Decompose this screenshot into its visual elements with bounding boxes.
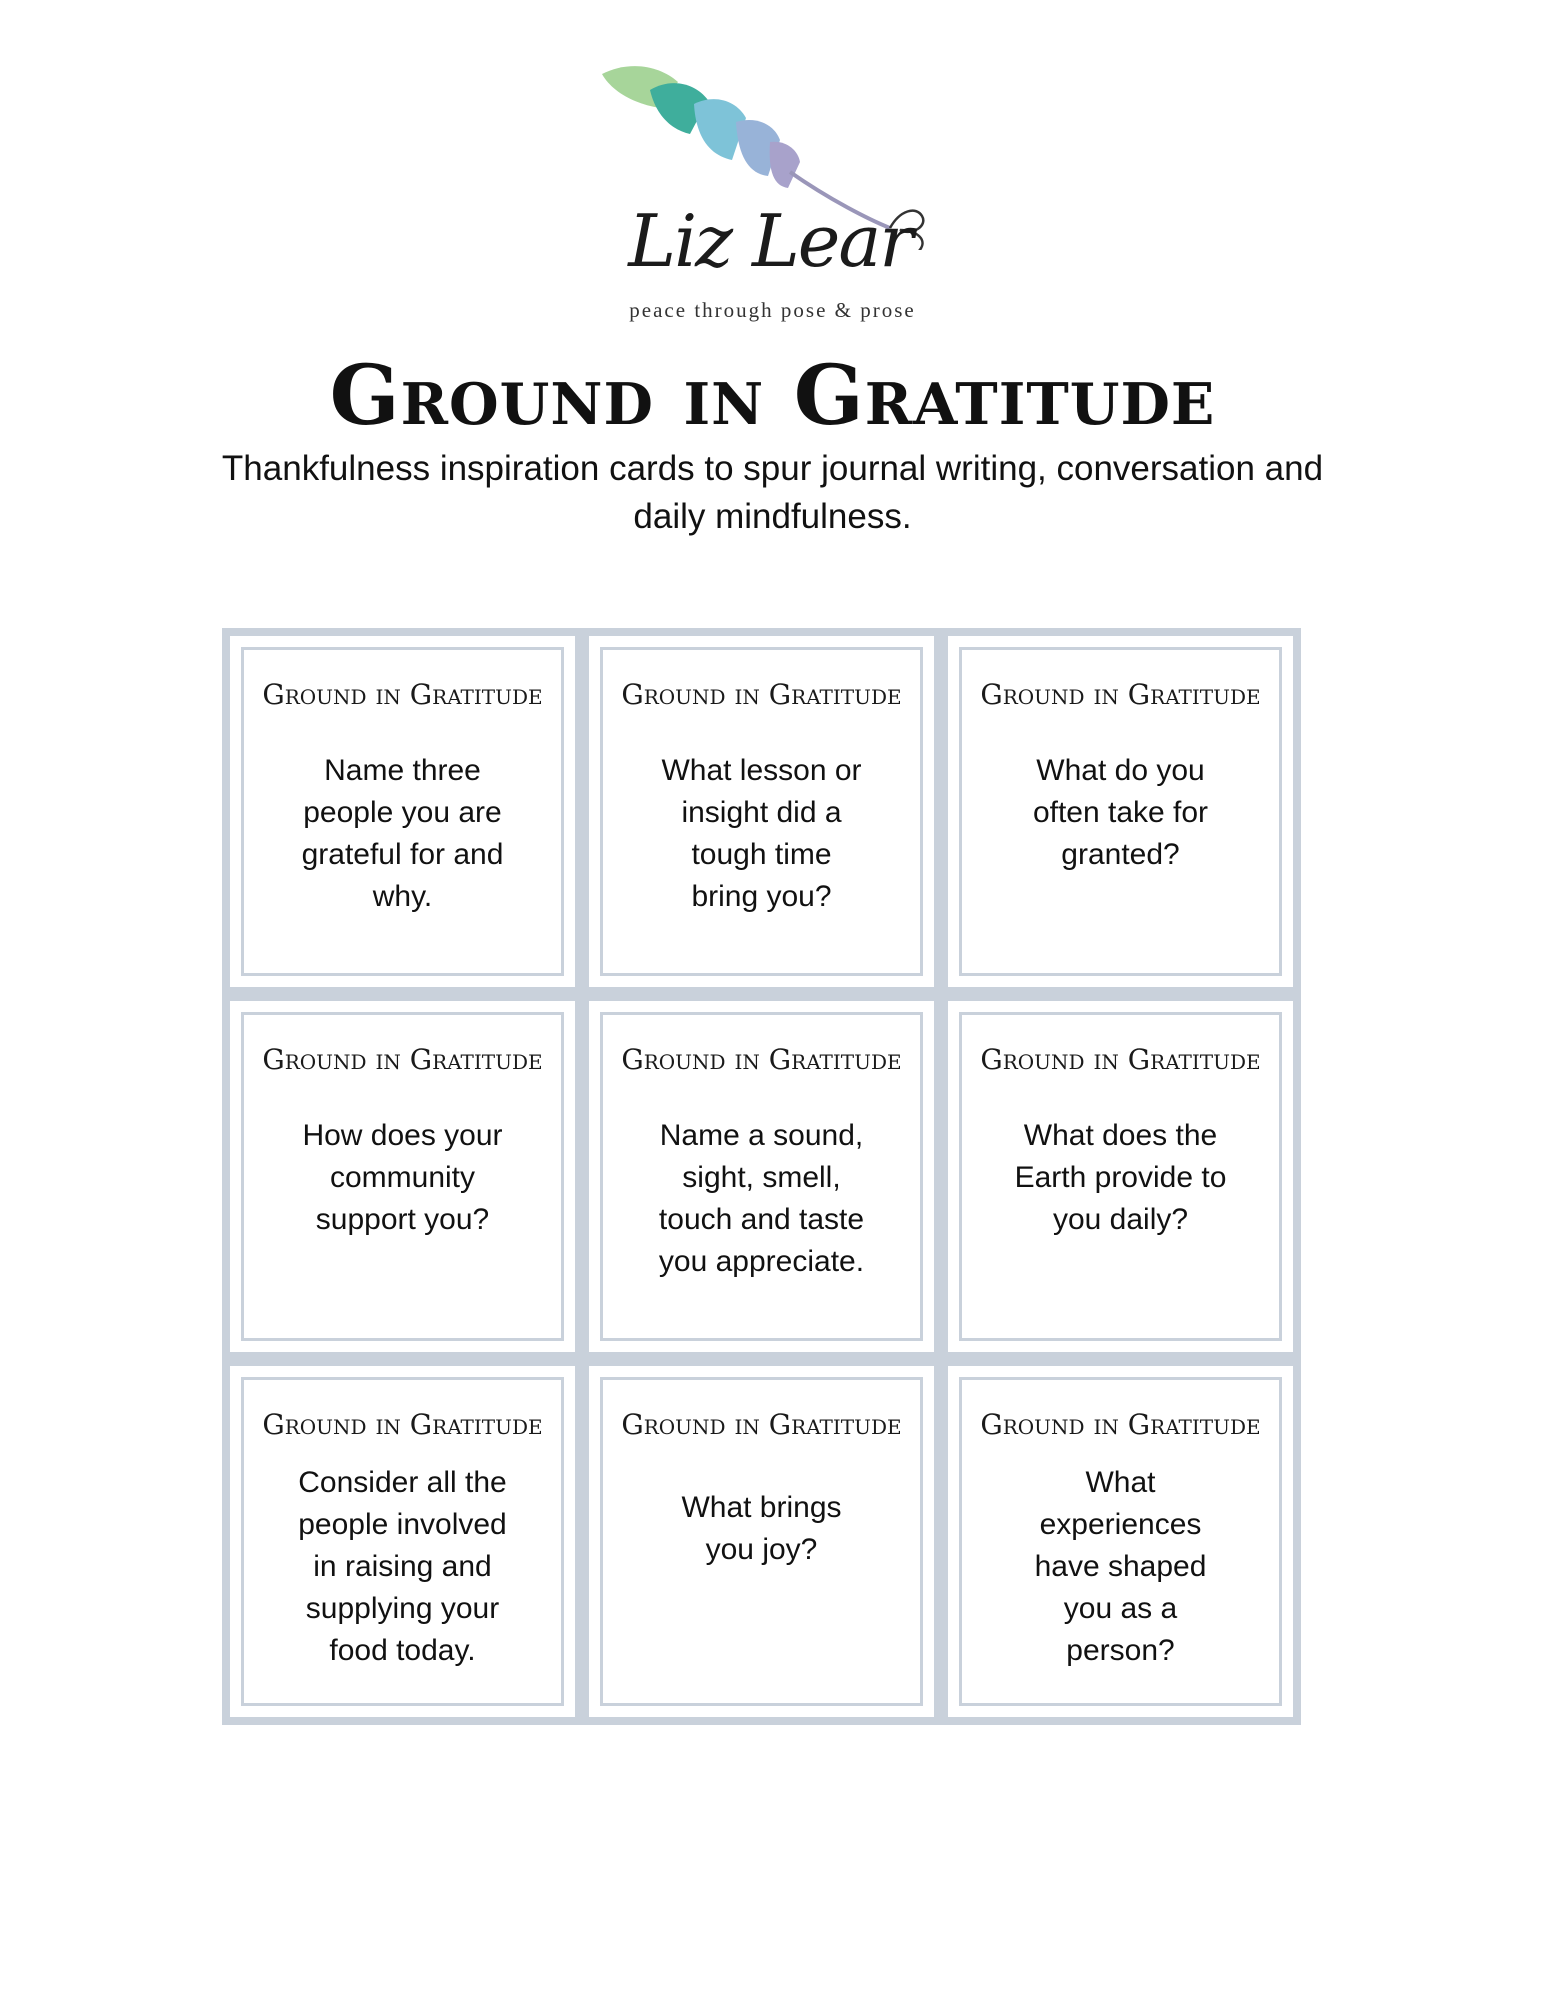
gratitude-card [230,1366,575,1717]
card-frame [600,647,923,976]
card-prompt: What lesson or insight did a tough time bring you? [661,753,862,913]
card-frame [241,1377,564,1706]
card-title: Ground in Gratitude [262,1043,543,1076]
card-title: Ground in Gratitude [621,1043,902,1076]
card-title: Ground in Gratitude [980,1043,1261,1076]
gratitude-card [230,1001,575,1352]
gratitude-card [589,636,934,987]
card-prompt: What brings you joy? [681,1490,842,1566]
page-subtitle: Thankfulness inspiration cards to spur journal writing, conversation and daily mindfulness. [221,449,1324,536]
card-title: Ground in Gratitude [980,678,1261,711]
page-title: Ground in Gratitude [329,348,1216,444]
logo-wordmark: Liz Lear [628,199,912,283]
logo-tagline: peace through pose & prose [629,298,916,322]
card-grid [222,628,1301,1725]
card-frame [959,647,1282,976]
card-prompt: Name a sound, sight, smell, touch and taste you appreciate. [658,1118,865,1278]
card-prompt: Consider all the people involved in raising and supplying your food today. [298,1465,507,1667]
card-prompt: Name three people you are grateful for and why. [301,753,504,913]
gratitude-card [230,636,575,987]
card-prompt: How does your community support you? [302,1118,503,1236]
gratitude-card [948,1001,1293,1352]
card-frame [241,647,564,976]
logo [590,60,950,330]
gratitude-card [948,1366,1293,1717]
card-title: Ground in Gratitude [980,1408,1261,1441]
card-title: Ground in Gratitude [621,1408,902,1441]
card-frame [600,1377,923,1706]
card-frame [959,1377,1282,1706]
card-title: Ground in Gratitude [621,678,902,711]
card-title: Ground in Gratitude [262,1408,543,1441]
card-frame [241,1012,564,1341]
card-prompt: What experiences have shaped you as a person? [1034,1465,1207,1667]
card-title: Ground in Gratitude [262,678,543,711]
card-frame [959,1012,1282,1341]
gratitude-card [589,1001,934,1352]
card-frame [600,1012,923,1341]
card-prompt: What does the Earth provide to you daily? [1014,1118,1227,1236]
card-prompt: What do you often take for granted? [1032,753,1209,871]
gratitude-card [589,1366,934,1717]
gratitude-card [948,636,1293,987]
